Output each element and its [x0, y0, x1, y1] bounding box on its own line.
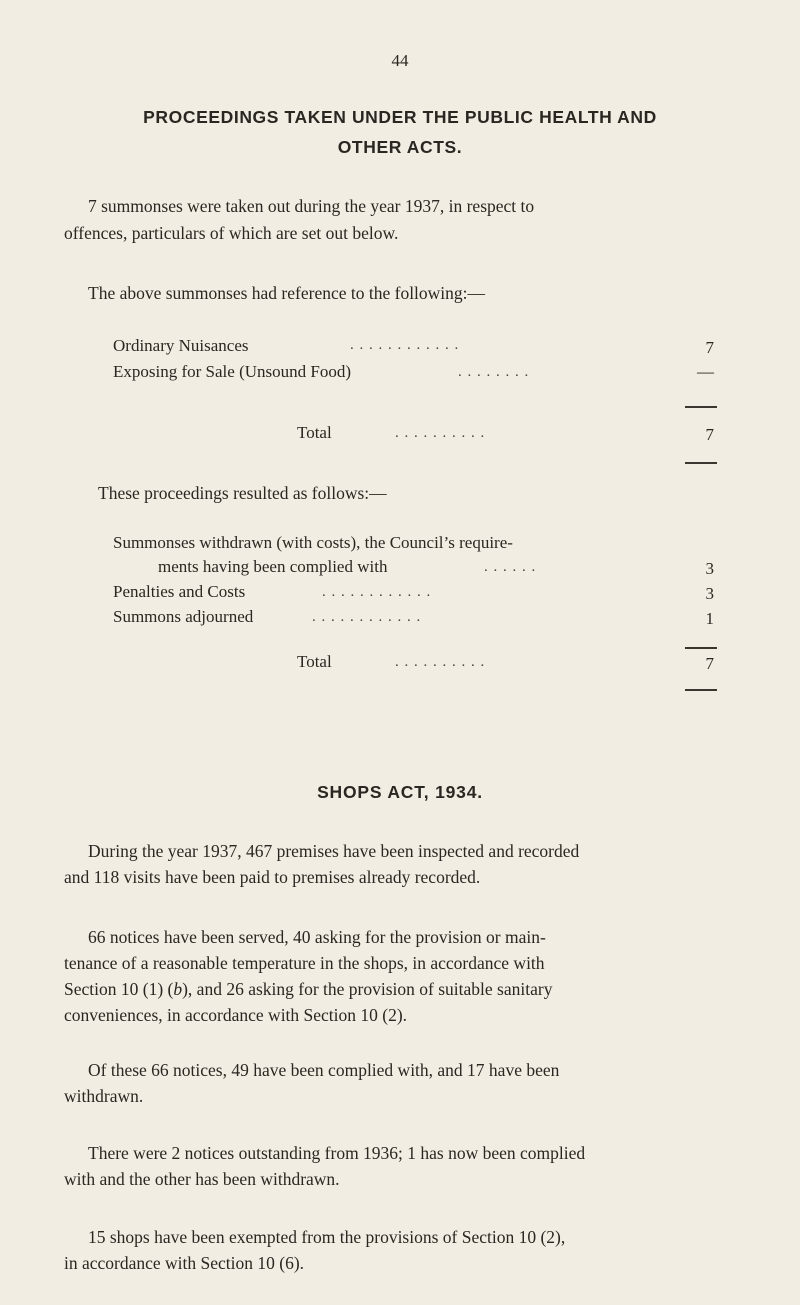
- leader-dots: . . . . . . . . . . . .: [322, 584, 432, 600]
- section-title-line1: PROCEEDINGS TAKEN UNDER THE PUBLIC HEALTH AND: [143, 107, 657, 127]
- shops-para-1-line-1: During the year 1937, 467 premises have been inspected and recorded: [88, 841, 580, 861]
- results-item-value: 3: [705, 584, 714, 603]
- shops-para-1-line-2: and 118 visits have been paid to premises already recorded.: [64, 867, 481, 887]
- sum-rule: [685, 647, 717, 649]
- leader-dots: . . . . . . . . . .: [395, 425, 486, 441]
- leader-dots: . . . . . . . . . . . .: [350, 337, 460, 353]
- leader-dots: . . . . . . . . . . . .: [312, 609, 422, 625]
- reference-item-label: Exposing for Sale (Unsound Food): [113, 362, 351, 381]
- section-title-line2: OTHER ACTS.: [337, 137, 463, 157]
- reference-total-value: 7: [705, 425, 714, 444]
- leader-dots: . . . . . .: [484, 559, 537, 575]
- shops-para-2-line-4: conveniences, in accordance with Section 10 (2).: [64, 1005, 408, 1025]
- results-item-value: 1: [705, 609, 714, 628]
- total-rule: [685, 462, 717, 464]
- reference-item-value: 7: [705, 338, 714, 357]
- reference-heading: The above summonses had reference to the following:—: [88, 283, 486, 303]
- shops-para-3-line-2: withdrawn.: [64, 1086, 144, 1106]
- reference-item-value: —: [697, 362, 714, 381]
- shops-para-2-line-3: Section 10 (1) (b), and 26 asking for the provision of suitable sanitary: [64, 979, 553, 999]
- results-item-label-line1: Summonses withdrawn (with costs), the Council’s require-: [113, 533, 513, 552]
- shops-para-5-line-2: in accordance with Section 10 (6).: [64, 1253, 305, 1273]
- leader-dots: . . . . . . . . . .: [395, 654, 486, 670]
- leader-dots: . . . . . . . .: [458, 364, 530, 380]
- shops-para-5-line-1: 15 shops have been exempted from the provisions of Section 10 (2),: [88, 1227, 566, 1247]
- results-total-label: Total: [297, 652, 332, 671]
- shops-para-4-line-1: There were 2 notices outstanding from 1936; 1 has now been complied: [88, 1143, 586, 1163]
- results-item-label: Summons adjourned: [113, 607, 254, 626]
- results-total-value: 7: [705, 654, 714, 673]
- page-number: 44: [391, 51, 409, 70]
- results-item-value: 3: [705, 559, 714, 578]
- shops-para-4-line-2: with and the other has been withdrawn.: [64, 1169, 340, 1189]
- shops-para-2-line-2: tenance of a reasonable temperature in the shops, in accordance with: [64, 953, 545, 973]
- shops-act-title: SHOPS ACT, 1934.: [317, 782, 483, 802]
- reference-total-label: Total: [297, 423, 332, 442]
- sum-rule: [685, 406, 717, 408]
- total-rule: [685, 689, 717, 691]
- shops-para-2-line-1: 66 notices have been served, 40 asking for the provision or main-: [88, 927, 546, 947]
- results-heading: These proceedings resulted as follows:—: [98, 483, 387, 503]
- results-item-label-line2: ments having been complied with: [158, 557, 388, 576]
- shops-para-3-line-1: Of these 66 notices, 49 have been complied with, and 17 have been: [88, 1060, 560, 1080]
- intro-line-2: offences, particulars of which are set out below.: [64, 223, 399, 243]
- intro-line-1: 7 summonses were taken out during the year 1937, in respect to: [88, 196, 535, 216]
- results-item-label: Penalties and Costs: [113, 582, 246, 601]
- reference-item-label: Ordinary Nuisances: [113, 336, 249, 355]
